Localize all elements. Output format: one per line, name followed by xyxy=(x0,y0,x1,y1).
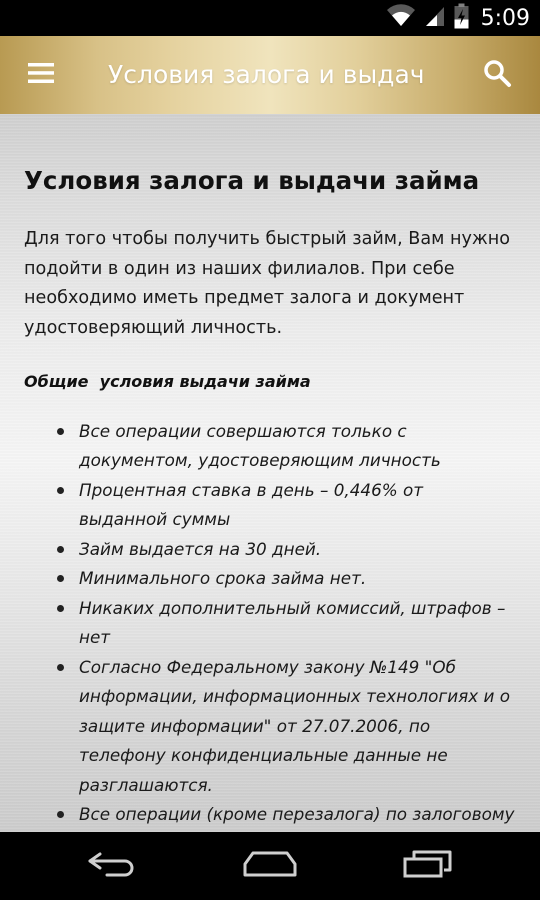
list-item xyxy=(24,535,516,565)
status-bar xyxy=(0,0,540,36)
status-time: 5:09 xyxy=(480,5,530,31)
list-item xyxy=(24,594,516,653)
home-button[interactable] xyxy=(220,832,320,900)
app-toolbar xyxy=(0,36,540,114)
battery-charging-icon xyxy=(454,3,469,33)
home-icon xyxy=(242,850,298,882)
list-item xyxy=(24,653,516,801)
wifi-icon xyxy=(386,4,416,32)
toolbar-title: Условия залога и выдач xyxy=(108,60,425,89)
bullet-icon xyxy=(57,546,64,553)
search-icon xyxy=(483,59,511,91)
status-icons xyxy=(386,0,530,36)
hamburger-menu-icon xyxy=(28,63,54,87)
list-item xyxy=(24,476,516,535)
bullet-icon xyxy=(57,811,64,818)
recent-apps-button[interactable] xyxy=(378,832,478,900)
list-item-text: Все операции (кроме перезалога) по залоговому xyxy=(79,804,515,824)
list-item xyxy=(24,564,516,594)
menu-button[interactable] xyxy=(18,54,64,96)
list-item-text: Минимального срока займа нет. xyxy=(79,568,367,588)
list-item-text: Займ выдается на 30 дней. xyxy=(79,538,322,559)
recent-apps-icon xyxy=(402,850,454,882)
navigation-bar xyxy=(0,832,540,900)
bullet-icon xyxy=(57,487,64,494)
list-item-text: Согласно Федеральному закону №149 "Об информации, информационных технологиях и о защите информации" от 27.07.2006, по телефону конфиденциальные данные не разглашаются. xyxy=(79,656,510,795)
list-item-text: Процентная ставка в день – 0,446% от выданной суммы xyxy=(79,479,424,529)
back-icon xyxy=(87,851,137,881)
list-item-text: Все операции совершаются только с документом, удостоверяющим личность xyxy=(79,420,441,470)
list-item-text: Никаких дополнительный комиссий, штрафов – нет xyxy=(79,597,506,647)
list-item xyxy=(24,417,516,476)
content-area[interactable] xyxy=(0,114,540,832)
article xyxy=(24,114,516,889)
conditions-heading: Общие условия выдачи займа xyxy=(24,372,311,391)
article-title: Условия залога и выдачи займа xyxy=(24,166,480,195)
bullet-icon xyxy=(57,575,64,582)
conditions-list xyxy=(24,417,516,889)
back-button[interactable] xyxy=(62,832,162,900)
bullet-icon xyxy=(57,664,64,671)
signal-icon xyxy=(424,4,446,32)
bullet-icon xyxy=(57,428,64,435)
search-button[interactable] xyxy=(474,52,520,98)
intro-paragraph: Для того чтобы получить быстрый займ, Вам нужно подойти в один из наших филиалов. При себе необходимо иметь предмет залога и документ удостоверяющий личность. xyxy=(24,229,511,338)
bullet-icon xyxy=(57,605,64,612)
